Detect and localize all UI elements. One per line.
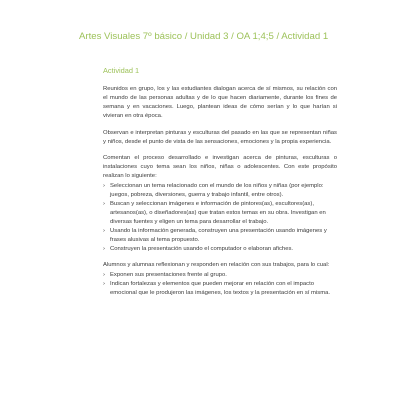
- list-item-text: Exponen sus presentaciones frente al grupo.: [110, 272, 227, 279]
- reflection-steps-list: [103, 271, 337, 298]
- list-item-text: Usando la información generada, construyen una presentación usando imágenes y frases alusivas al tema propuesto.: [110, 227, 327, 243]
- list-item: [103, 200, 337, 227]
- list-item: [103, 182, 337, 200]
- bullet-icon: ›: [103, 200, 105, 207]
- list-item: [103, 227, 337, 245]
- investigation-steps-list: [103, 182, 337, 253]
- list-item-text: Construyen la presentación usando el computador o elaboran afiches.: [110, 245, 294, 252]
- paragraph-reflect: Alumnos y alumnas reflexionan y responden en relación con sus trabajos, para lo cual:: [103, 262, 330, 269]
- list-item: [103, 245, 337, 254]
- list-item-text: Indican fortalezas y elementos que pueden mejorar en relación con el impacto emocional que le produjeron las imágenes, los textos y la presentación en sí misma.: [110, 281, 331, 297]
- paragraph-intro: Reunidos en grupo, los y las estudiantes dialogan acerca de sí mismos, su relación con el mundo de las personas adultas y de lo que hacen diariamente, durante los fines de semana y en vacaciones. Luego, plantean ideas de cómo serían y lo que harían si vivieran en otra época.: [103, 86, 337, 119]
- bullet-icon: ›: [103, 272, 105, 279]
- bullet-icon: ›: [103, 245, 105, 252]
- list-item-text: Seleccionan un tema relacionado con el mundo de los niños y niñas (por ejemplo: juegos, pobreza, diversiones, guerra y trabajo infantil, entre otros).: [110, 183, 324, 199]
- paragraph-investigate: Comentan el proceso desarrollado e investigan acerca de pinturas, esculturas o instalaciones cuyo tema sean los niños, niñas o adolescentes. Con este propósito realizan lo siguiente:: [103, 155, 337, 180]
- bullet-icon: ›: [103, 183, 105, 190]
- bullet-icon: ›: [103, 281, 105, 288]
- page-header: Artes Visuales 7º básico / Unidad 3 / OA 1;4;5 / Actividad 1: [79, 31, 329, 42]
- activity-content: [103, 66, 337, 306]
- list-item-text: Buscan y seleccionan imágenes e información de pintores(as), escultores(as), artesanos(as), o diseñadores(as) que tratan estos temas en su obra. Investigan en diversas fuentes y eligen un tema para desarrollar el trabajo.: [110, 200, 326, 225]
- list-item: [103, 280, 337, 298]
- list-item: [103, 271, 337, 280]
- paragraph-observe: Observan e interpretan pinturas y esculturas del pasado en las que se representan niñas y niños, desde el punto de vista de las sensaciones, emociones y la propia experiencia.: [103, 129, 337, 145]
- activity-title: Actividad 1: [103, 66, 140, 75]
- bullet-icon: ›: [103, 227, 105, 234]
